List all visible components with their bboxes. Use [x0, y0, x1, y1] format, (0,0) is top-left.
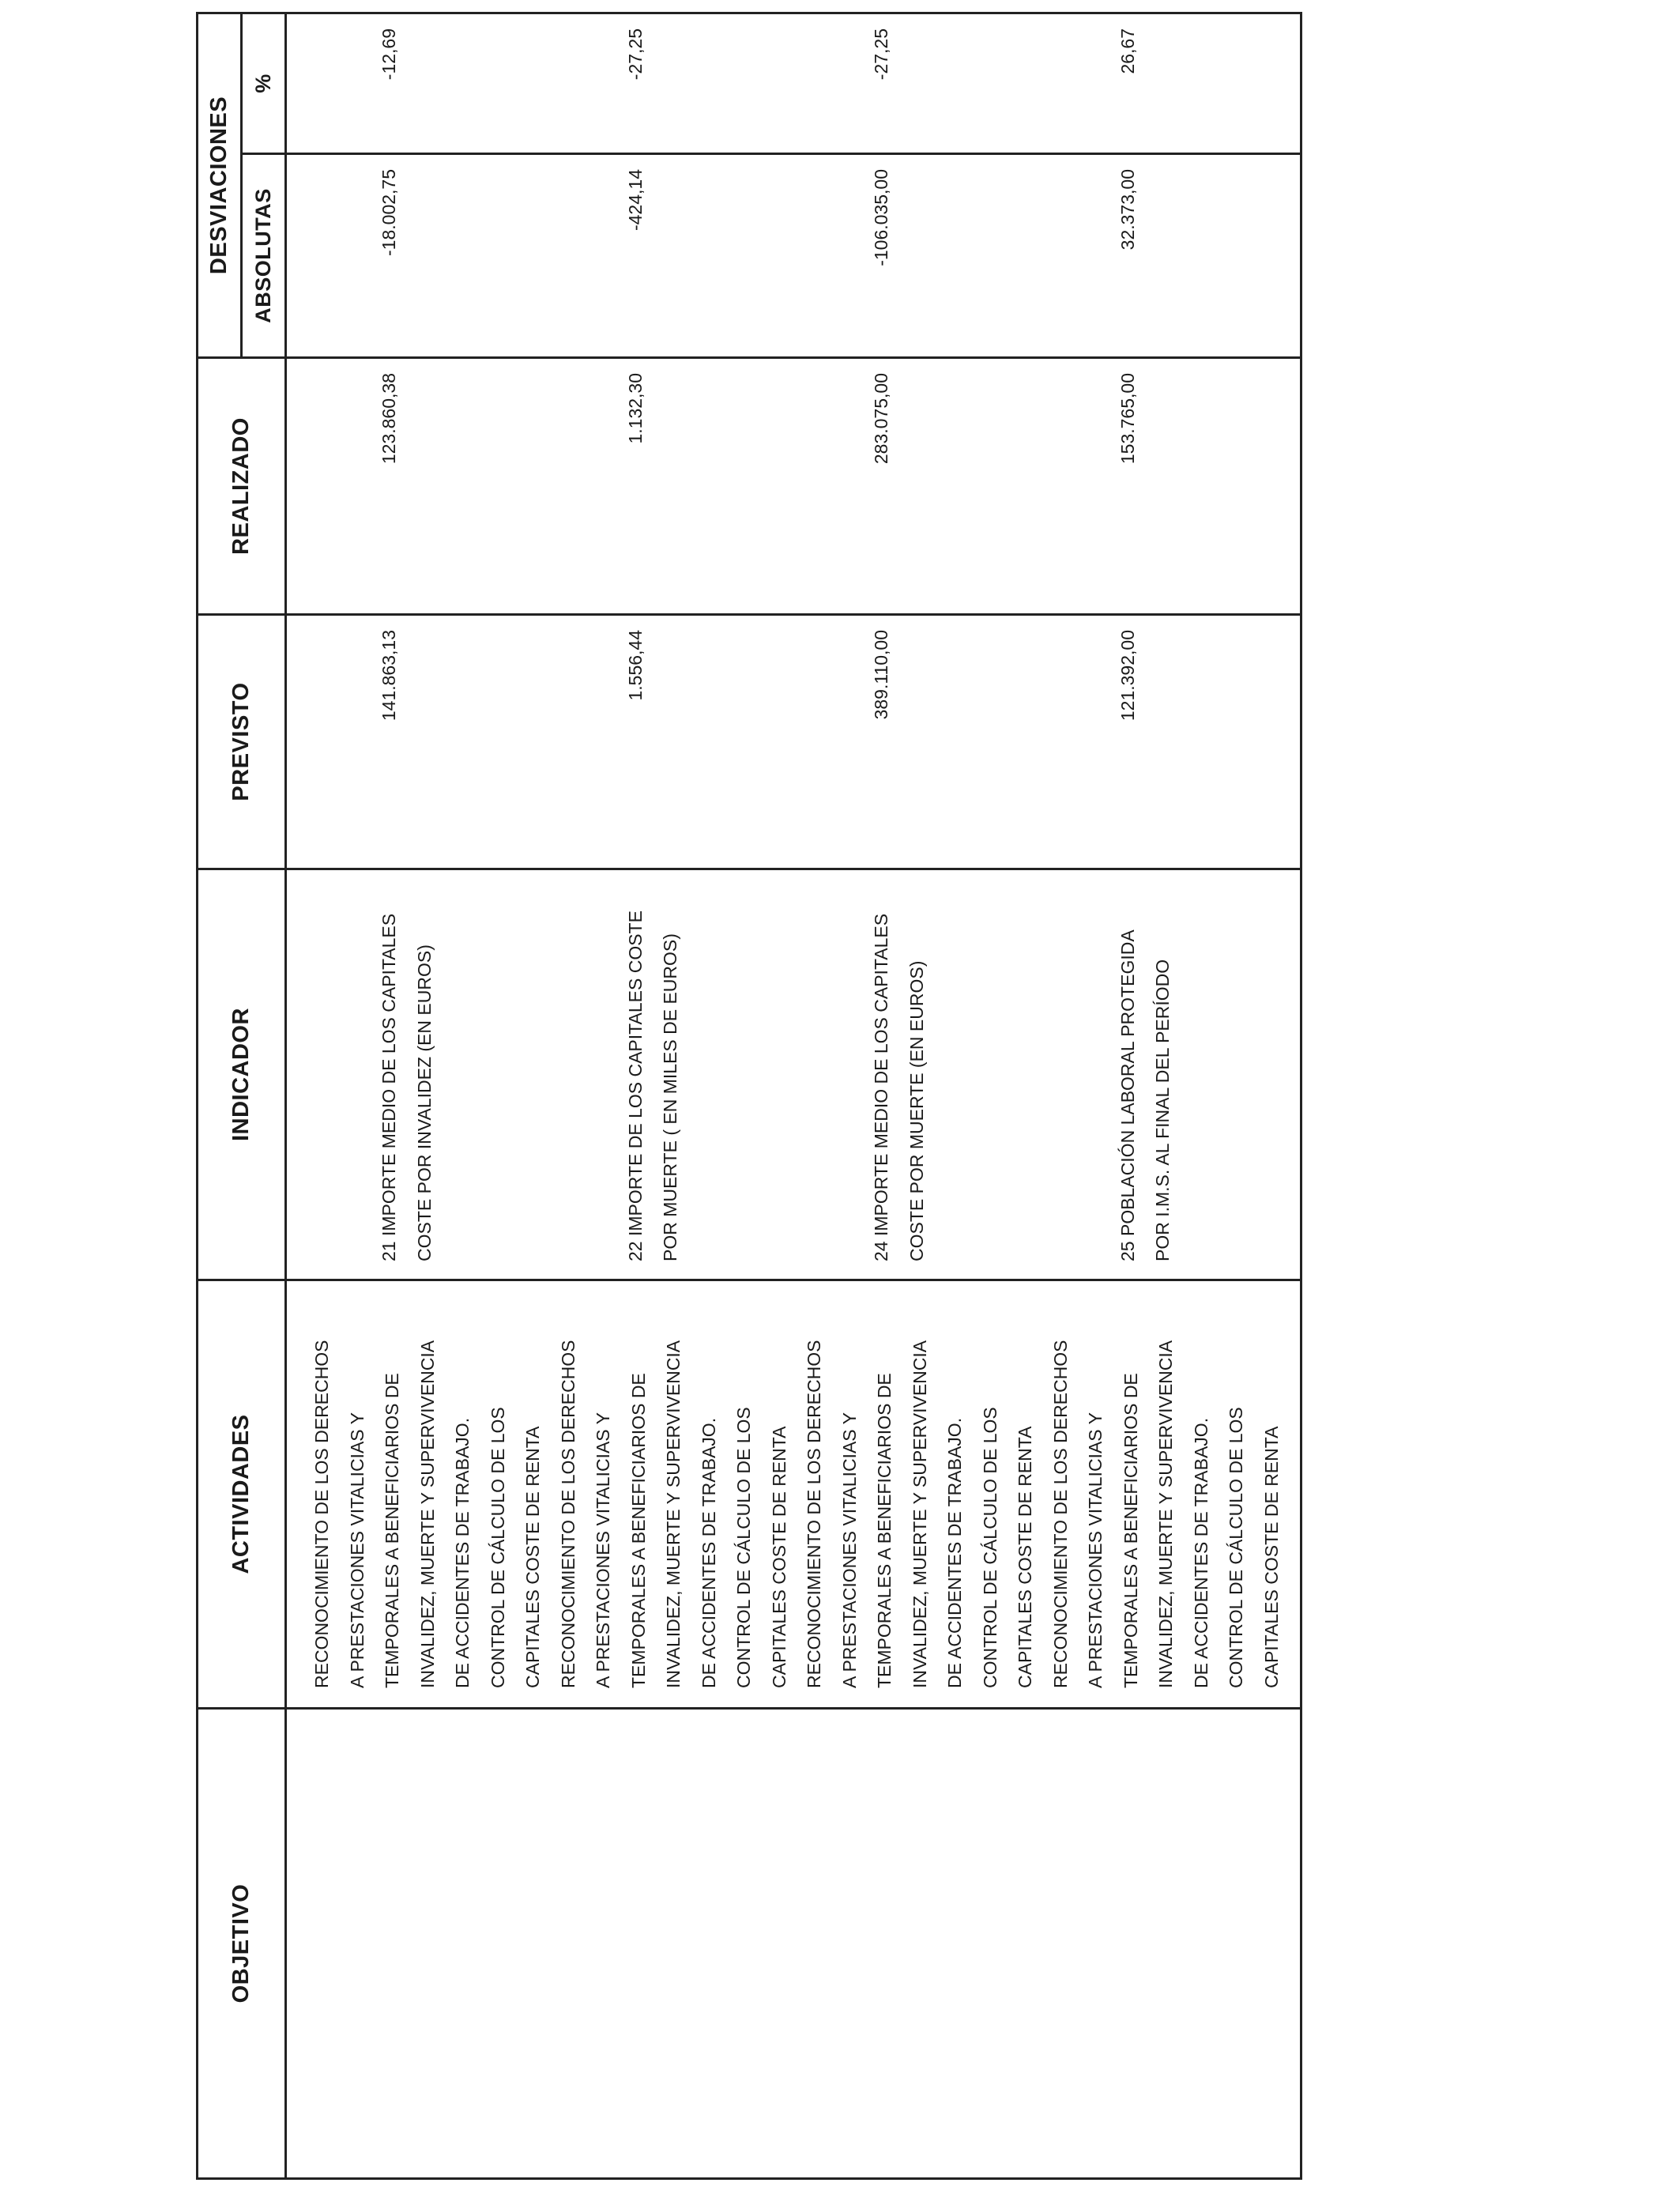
blank-line — [829, 630, 864, 868]
blank-line — [407, 28, 443, 153]
blank-line — [1040, 373, 1075, 613]
header-indicador: INDICADOR — [198, 869, 286, 1280]
blank-line — [477, 28, 513, 153]
actividad-line: CONTROL DE CÁLCULO DE LOS — [487, 1407, 508, 1688]
blank-line — [934, 878, 970, 1261]
blank-line — [793, 878, 829, 1261]
blank-line — [688, 630, 724, 868]
blank-line — [477, 878, 513, 1261]
actividad-line: RECONOCIMIENTO DE LOS DERECHOS — [1049, 1340, 1071, 1688]
blank-line — [759, 878, 794, 1261]
blank-line — [723, 630, 759, 868]
blank-line — [512, 169, 548, 356]
blank-line — [512, 878, 548, 1261]
actividad-line: TEMPORALES A BENEFICIARIOS DE — [382, 1373, 402, 1688]
blank-line — [793, 169, 829, 356]
blank-line — [582, 630, 618, 868]
blank-line — [582, 28, 618, 153]
previsto-value: 121.392,00 — [1117, 630, 1138, 722]
indicador-line: 21 IMPORTE MEDIO DE LOS CAPITALES — [379, 913, 399, 1261]
header-desviaciones: DESVIACIONES — [198, 13, 242, 357]
blank-line — [407, 373, 443, 613]
absolutas-list — [301, 169, 1145, 356]
header-realizado: REALIZADO — [198, 358, 286, 615]
blank-line — [512, 630, 548, 868]
actividad-line: DE ACCIDENTES DE TRABAJO. — [452, 1417, 473, 1688]
actividad-line: CONTROL DE CÁLCULO DE LOS — [733, 1407, 754, 1688]
absolutas-value: 32.373,00 — [1117, 169, 1138, 251]
blank-line — [477, 169, 513, 356]
previsto-value: 141.863,13 — [379, 630, 399, 722]
blank-line — [301, 373, 337, 613]
previsto-list — [301, 630, 1145, 868]
actividad-line: CONTROL DE CÁLCULO DE LOS — [1226, 1407, 1246, 1688]
blank-line — [970, 169, 1005, 356]
indicador-line: 25 POBLACIÓN LABORAL PROTEGIDA — [1117, 929, 1138, 1261]
blank-line — [442, 28, 477, 153]
blank-line — [1040, 169, 1075, 356]
porcentaje-value: -27,25 — [624, 28, 646, 81]
blank-line — [688, 169, 724, 356]
blank-line — [301, 878, 337, 1261]
blank-line — [1075, 28, 1110, 153]
blank-line — [970, 373, 1005, 613]
blank-line — [934, 630, 970, 868]
indicador-line: 24 IMPORTE MEDIO DE LOS CAPITALES — [871, 913, 891, 1261]
blank-line — [548, 169, 583, 356]
porcentaje-cell — [286, 13, 1301, 153]
blank-line — [829, 28, 864, 153]
header-previsto: PREVISTO — [198, 615, 286, 869]
realizado-list — [301, 373, 1145, 613]
blank-line — [759, 373, 794, 613]
actividad-line: DE ACCIDENTES DE TRABAJO. — [944, 1417, 965, 1688]
blank-line — [1075, 373, 1110, 613]
blank-line — [477, 630, 513, 868]
blank-line — [899, 28, 935, 153]
blank-line — [759, 28, 794, 153]
blank-line — [899, 373, 935, 613]
indicador-line: 22 IMPORTE DE LOS CAPITALES COSTE — [624, 910, 646, 1261]
blank-line — [970, 878, 1005, 1261]
blank-line — [512, 28, 548, 153]
header-porcentaje: % — [242, 13, 286, 153]
blank-line — [829, 373, 864, 613]
blank-line — [337, 878, 372, 1261]
blank-line — [582, 169, 618, 356]
blank-line — [723, 169, 759, 356]
indicador-line: COSTE POR MUERTE (EN EUROS) — [906, 960, 927, 1261]
actividad-line: INVALIDEZ, MUERTE Y SUPERVIVENCIA — [416, 1340, 438, 1688]
blank-line — [688, 373, 724, 613]
blank-line — [1004, 878, 1040, 1261]
actividad-line: DE ACCIDENTES DE TRABAJO. — [1190, 1417, 1211, 1688]
blank-line — [582, 373, 618, 613]
blank-line — [1075, 169, 1110, 356]
blank-line — [688, 878, 724, 1261]
blank-line — [793, 28, 829, 153]
blank-line — [301, 169, 337, 356]
blank-line — [301, 630, 337, 868]
blank-line — [1040, 28, 1075, 153]
realizado-cell — [286, 358, 1301, 615]
blank-line — [548, 630, 583, 868]
realizado-value: 123.860,38 — [379, 373, 399, 465]
blank-line — [548, 878, 583, 1261]
realizado-value: 1.132,30 — [624, 373, 646, 444]
blank-line — [653, 28, 688, 153]
blank-line — [1004, 169, 1040, 356]
blank-line — [1004, 630, 1040, 868]
actividad-line: TEMPORALES A BENEFICIARIOS DE — [1120, 1373, 1141, 1688]
blank-line — [759, 169, 794, 356]
actividad-line: A PRESTACIONES VITALICIAS Y — [346, 1412, 367, 1688]
blank-line — [407, 169, 443, 356]
actividad-line: RECONOCIMIENTO DE LOS DERECHOS — [557, 1340, 578, 1688]
blank-line — [442, 878, 477, 1261]
porcentaje-value: -12,69 — [379, 28, 399, 81]
header-objetivo: OBJETIVO — [198, 1709, 286, 2179]
actividad-line: RECONOCIMIENTO DE LOS DERECHOS — [311, 1340, 332, 1688]
indicador-line: POR I.M.S. AL FINAL DEL PERÍODO — [1152, 959, 1173, 1261]
blank-line — [970, 28, 1005, 153]
actividad-line: CONTROL DE CÁLCULO DE LOS — [979, 1407, 1000, 1688]
blank-line — [934, 28, 970, 153]
actividad-line: A PRESTACIONES VITALICIAS Y — [1085, 1412, 1106, 1688]
absolutas-value: -18.002,75 — [379, 169, 399, 256]
blank-line — [899, 630, 935, 868]
blank-line — [723, 373, 759, 613]
actividades-list — [304, 1289, 1289, 1688]
blank-line — [759, 630, 794, 868]
blank-line — [337, 28, 372, 153]
actividad-line: INVALIDEZ, MUERTE Y SUPERVIVENCIA — [663, 1340, 684, 1688]
previsto-value: 389.110,00 — [871, 630, 891, 720]
actividad-line: CAPITALES COSTE DE RENTA — [1015, 1426, 1035, 1688]
porcentaje-value: 26,67 — [1117, 28, 1138, 74]
actividad-line: CAPITALES COSTE DE RENTA — [522, 1426, 543, 1688]
blank-line — [512, 373, 548, 613]
blank-line — [723, 28, 759, 153]
indicators-table — [196, 12, 1302, 2180]
actividades-cell — [286, 1280, 1301, 1709]
rotated-table-container — [196, 14, 1302, 2180]
blank-line — [970, 630, 1005, 868]
header-actividades: ACTIVIDADES — [198, 1280, 286, 1709]
header-absolutas: ABSOLUTAS — [242, 154, 286, 358]
indicador-line: POR MUERTE ( EN MILES DE EUROS) — [660, 933, 680, 1261]
blank-line — [477, 373, 513, 613]
blank-line — [653, 373, 688, 613]
actividad-line: A PRESTACIONES VITALICIAS Y — [593, 1412, 613, 1688]
blank-line — [407, 630, 443, 868]
blank-line — [337, 630, 372, 868]
blank-line — [442, 169, 477, 356]
actividad-line: DE ACCIDENTES DE TRABAJO. — [698, 1417, 719, 1688]
actividad-line: TEMPORALES A BENEFICIARIOS DE — [874, 1373, 895, 1688]
indicador-line: COSTE POR INVALIDEZ (EN EUROS) — [413, 944, 435, 1261]
blank-line — [582, 878, 618, 1261]
blank-line — [1040, 630, 1075, 868]
objetivo-cell — [286, 1709, 1301, 2179]
blank-line — [1075, 878, 1110, 1261]
actividad-line: CAPITALES COSTE DE RENTA — [768, 1426, 789, 1688]
actividad-line: INVALIDEZ, MUERTE Y SUPERVIVENCIA — [1155, 1340, 1176, 1688]
actividad-line: A PRESTACIONES VITALICIAS Y — [838, 1412, 860, 1688]
blank-line — [934, 169, 970, 356]
blank-line — [337, 373, 372, 613]
porcentaje-list — [301, 28, 1145, 153]
blank-line — [793, 630, 829, 868]
blank-line — [829, 169, 864, 356]
realizado-value: 153.765,00 — [1117, 373, 1138, 465]
blank-line — [899, 169, 935, 356]
blank-line — [548, 373, 583, 613]
previsto-value: 1.556,44 — [624, 630, 646, 701]
blank-line — [1075, 630, 1110, 868]
absolutas-value: -424,14 — [624, 169, 646, 232]
blank-line — [442, 630, 477, 868]
blank-line — [1004, 373, 1040, 613]
actividad-line: TEMPORALES A BENEFICIARIOS DE — [627, 1373, 649, 1688]
absolutas-cell — [286, 154, 1301, 358]
absolutas-value: -106.035,00 — [871, 169, 891, 266]
blank-line — [301, 28, 337, 153]
blank-line — [1040, 878, 1075, 1261]
porcentaje-value: -27,25 — [871, 28, 891, 81]
blank-line — [548, 28, 583, 153]
blank-line — [829, 878, 864, 1261]
blank-line — [653, 630, 688, 868]
indicador-cell — [286, 869, 1301, 1280]
realizado-value: 283.075,00 — [871, 373, 891, 465]
blank-line — [653, 169, 688, 356]
blank-line — [337, 169, 372, 356]
blank-line — [793, 373, 829, 613]
indicador-list — [301, 878, 1181, 1261]
blank-line — [688, 28, 724, 153]
actividad-line: INVALIDEZ, MUERTE Y SUPERVIVENCIA — [909, 1340, 930, 1688]
actividad-line: CAPITALES COSTE DE RENTA — [1260, 1426, 1282, 1688]
previsto-cell — [286, 615, 1301, 869]
actividad-line: RECONOCIMIENTO DE LOS DERECHOS — [804, 1340, 824, 1688]
blank-line — [1004, 28, 1040, 153]
blank-line — [442, 373, 477, 613]
blank-line — [723, 878, 759, 1261]
blank-line — [934, 373, 970, 613]
